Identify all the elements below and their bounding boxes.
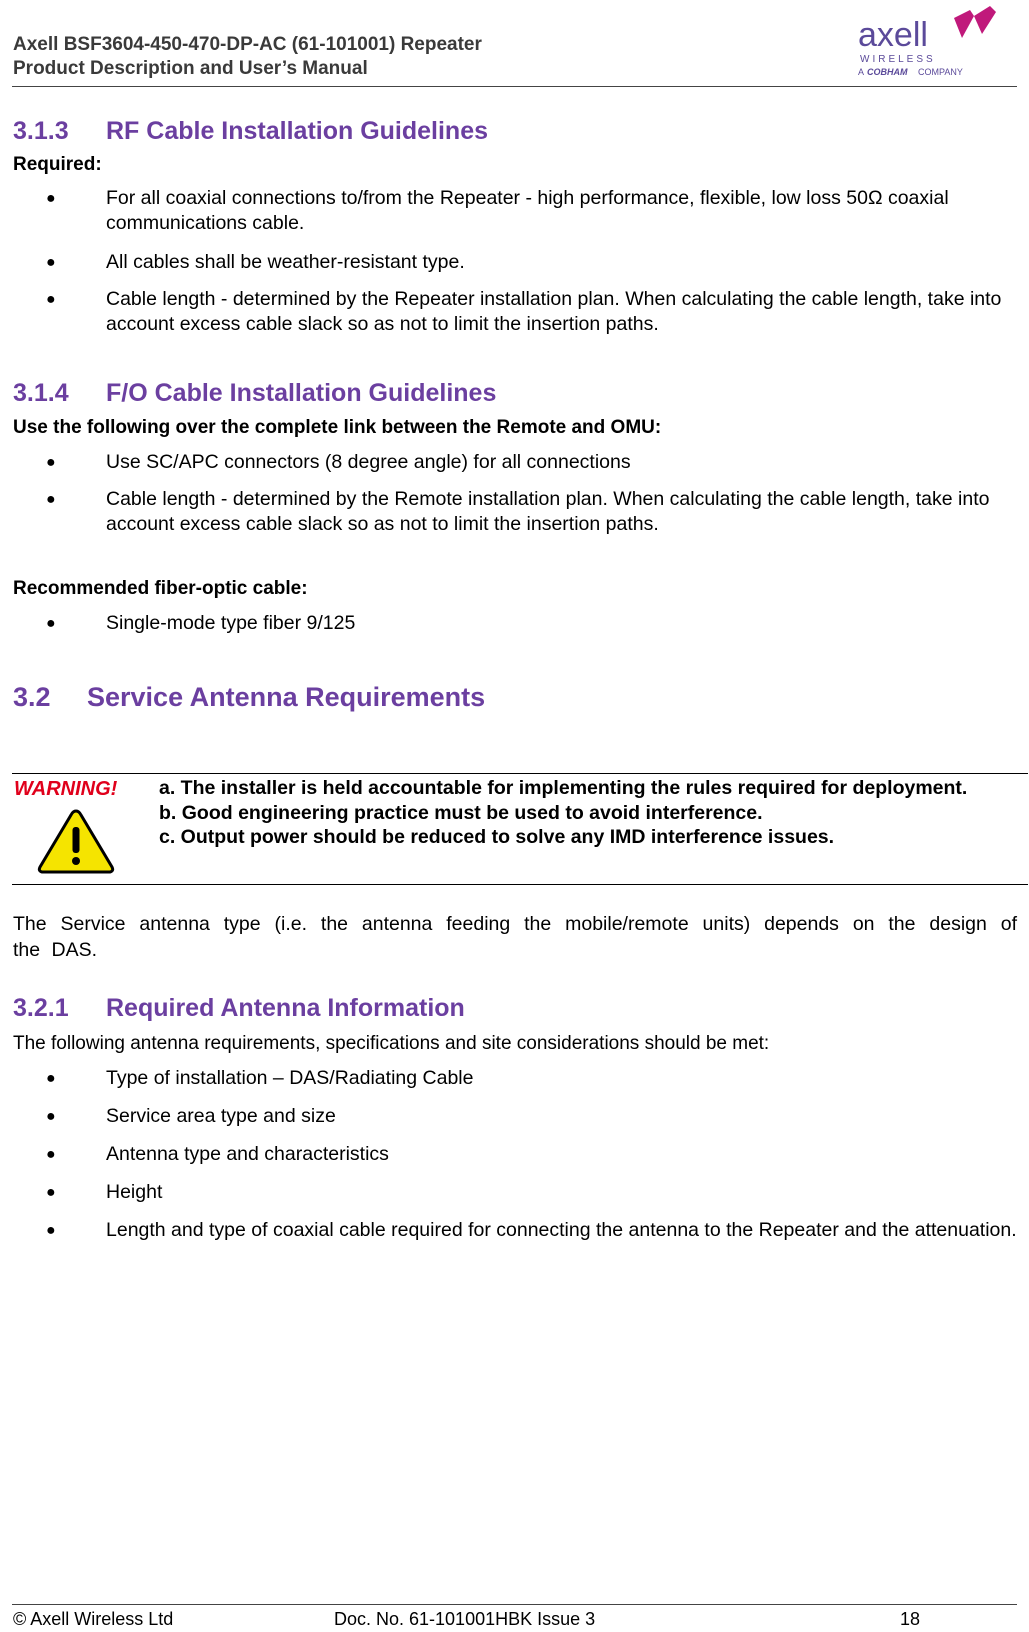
section-heading-3-1-4 <box>13 378 496 408</box>
section-title: F/O Cable Installation Guidelines <box>106 379 497 407</box>
section-heading-3-1-3 <box>13 116 488 146</box>
list-item-text: Type of installation – DAS/Radiating Cable <box>106 1067 474 1089</box>
warning-line-c: c. Output power should be reduced to solve any IMD interference issues. <box>159 826 835 848</box>
list-item-text: Cable length - determined by the Repeater installation plan. When calculating the cable length, take into account excess cable slack so as not to limit the insertion paths. <box>106 288 1002 335</box>
logo-tagline-prefix: A <box>858 67 865 77</box>
list-item-text: Height <box>106 1181 163 1203</box>
bullet-icon: ● <box>46 454 56 471</box>
bullet-icon: ● <box>46 190 56 207</box>
section-title: Required Antenna Information <box>106 994 465 1022</box>
logo-sub: WIRELESS <box>860 54 936 65</box>
list-item-text: Use SC/APC connectors (8 degree angle) for all connections <box>106 451 631 473</box>
section-heading-3-2 <box>13 681 485 713</box>
section-heading-3-2-1 <box>13 993 465 1023</box>
bullet-icon: ● <box>46 1184 56 1201</box>
document-title <box>13 33 482 81</box>
section-number: 3.2 <box>13 682 51 712</box>
section-number: 3.1.4 <box>13 379 69 407</box>
bullet-icon: ● <box>46 1146 56 1163</box>
section-number: 3.2.1 <box>13 994 69 1022</box>
warning-triangle-icon <box>36 807 116 875</box>
logo-tagline-suffix: COMPANY <box>918 67 963 77</box>
logo-mark-icon <box>954 6 996 38</box>
logo-brand: axell <box>858 16 928 54</box>
document-title-line2: Product Description and User’s Manual <box>13 58 368 79</box>
list-item-text: For all coaxial connections to/from the Repeater - high performance, flexible, low loss 50Ω coaxial communications cable. <box>106 187 949 234</box>
antenna-requirements-intro: The following antenna requirements, specifications and site considerations should be met: <box>13 1033 770 1054</box>
header-rule <box>12 86 1017 87</box>
bullet-icon: ● <box>46 491 56 508</box>
section-title: Service Antenna Requirements <box>87 682 486 712</box>
warning-text <box>159 776 1019 850</box>
warning-line-a: a. The installer is held accountable for implementing the rules required for deployment. <box>159 777 968 799</box>
list-item-text: All cables shall be weather-resistant type. <box>106 251 465 273</box>
document-title-line1: Axell BSF3604-450-470-DP-AC (61-101001) Repeater <box>13 34 482 55</box>
list-item-text: Single-mode type fiber 9/125 <box>106 612 356 634</box>
warning-line-b: b. Good engineering practice must be used to avoid interference. <box>159 801 763 824</box>
bullet-icon: ● <box>46 254 56 271</box>
required-label: Required: <box>13 154 102 175</box>
bullet-icon: ● <box>46 1222 56 1239</box>
section-title: RF Cable Installation Guidelines <box>106 117 489 145</box>
section-number: 3.1.3 <box>13 117 69 145</box>
bullet-icon: ● <box>46 615 56 632</box>
footer-rule <box>12 1604 1017 1605</box>
list-item-text: Antenna type and characteristics <box>106 1143 389 1165</box>
service-antenna-paragraph: The Service antenna type (i.e. the antenna feeding the mobile/remote units) depends on the design of the DAS. <box>13 913 1017 961</box>
recommended-fiber-label: Recommended fiber-optic cable: <box>13 578 308 599</box>
bullet-icon: ● <box>46 291 56 308</box>
axell-logo <box>858 2 1008 82</box>
bullet-icon: ● <box>46 1108 56 1125</box>
footer-page-number: 18 <box>900 1609 921 1629</box>
link-usage-label: Use the following over the complete link between the Remote and OMU: <box>13 417 662 438</box>
list-item-text: Cable length - determined by the Remote installation plan. When calculating the cable length, take into account excess cable slack so as not to limit the insertion paths. <box>106 488 990 535</box>
list-item-text: Length and type of coaxial cable required for connecting the antenna to the Repeater and the attenuation. <box>106 1219 1017 1241</box>
bullet-icon: ● <box>46 1070 56 1087</box>
logo-tagline-brand: COBHAM <box>867 67 908 77</box>
footer-doc-number: Doc. No. 61-101001HBK Issue 3 <box>334 1609 596 1629</box>
warning-label: WARNING! <box>14 778 118 800</box>
list-item <box>36 186 1016 238</box>
list-item-text: Service area type and size <box>106 1105 336 1127</box>
footer-copyright: © Axell Wireless Ltd <box>13 1609 174 1629</box>
